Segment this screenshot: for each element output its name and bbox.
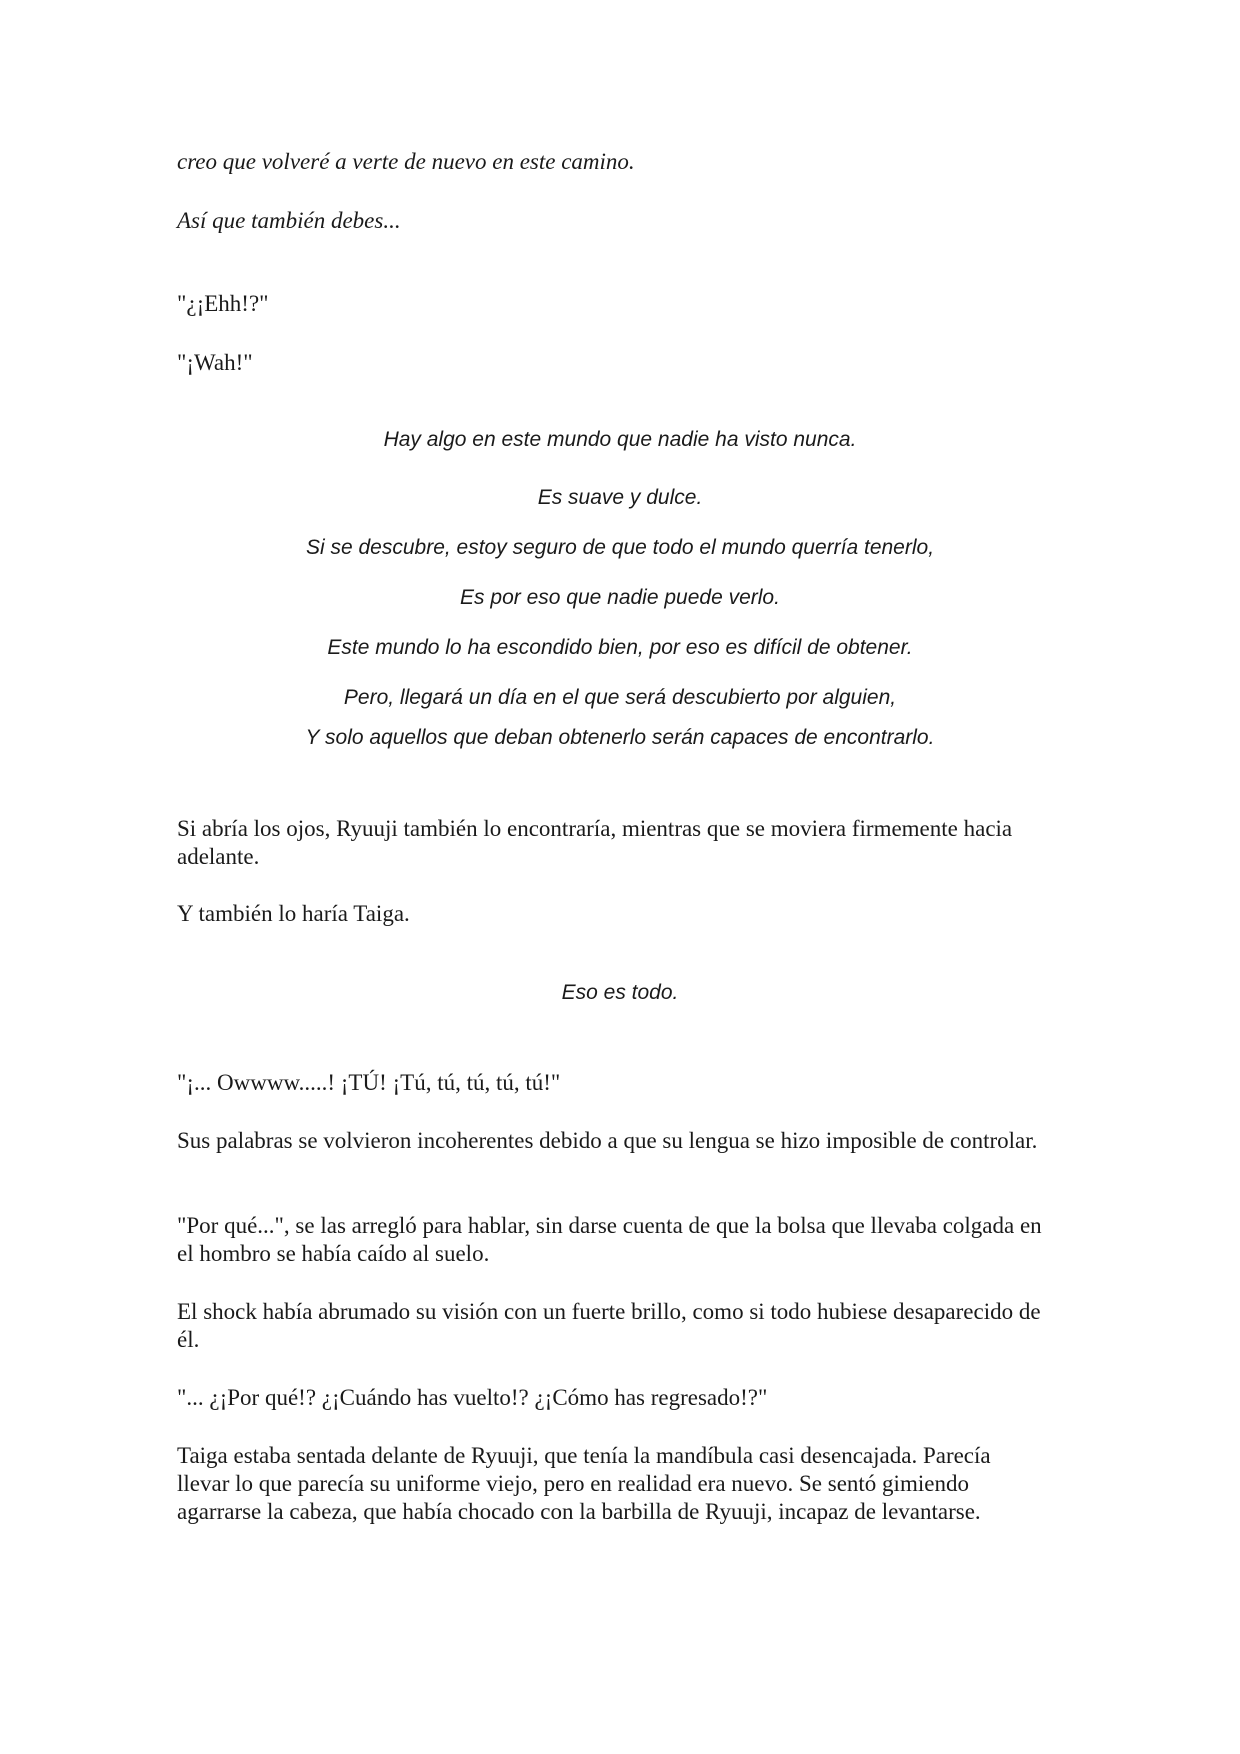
poem-line-4: Es por eso que nadie puede verlo. [460, 586, 780, 609]
narrative-paragraph-6: Taiga estaba sentada delante de Ryuuji, que tenía la mandíbula casi desencajada. Parecía llevar lo que parecía su uniforme viejo, pero en realidad era nuevo. Se sentó gimiendo agarrarse la cabeza, que había chocado con la barbilla de Ryuuji, incapaz de levantarse. [177, 1443, 991, 1524]
poem-line-2: Es suave y dulce. [537, 486, 703, 509]
dialogue-owwww: "¡... Owwww.....! ¡TÚ! ¡Tú, tú, tú, tú, tú!" [177, 1070, 561, 1095]
narrative-paragraph-2: Y también lo haría Taiga. [177, 901, 410, 926]
poem-line-5: Este mundo lo ha escondido bien, por eso es difícil de obtener. [327, 636, 913, 659]
exclamation-wah: "¡Wah!" [177, 350, 253, 375]
intro-line-1: creo que volveré a verte de nuevo en este camino. [177, 149, 635, 174]
poem-line-1: Hay algo en este mundo que nadie ha visto nunca. [383, 428, 857, 451]
poem-line-6: Pero, llegará un día en el que será descubierto por alguien, [343, 686, 897, 709]
poem-line-3: Si se descubre, estoy seguro de que todo el mundo querría tenerlo, [305, 536, 935, 559]
poem-line-7: Y solo aquellos que deban obtenerlo serán capaces de encontrarlo. [305, 726, 935, 749]
narrative-paragraph-3: Sus palabras se volvieron incoherentes debido a que su lengua se hizo imposible de controlar. [177, 1128, 1038, 1153]
narrative-paragraph-1: Si abría los ojos, Ryuuji también lo encontraría, mientras que se moviera firmemente hacia adelante. [177, 816, 1013, 869]
dialogue-por-que: "... ¿¡Por qué!? ¿¡Cuándo has vuelto!? ¿¡Cómo has regresado!?" [177, 1385, 768, 1410]
intro-line-2: Así que también debes... [177, 208, 401, 233]
narrative-paragraph-4: "Por qué...", se las arregló para hablar, sin darse cuenta de que la bolsa que llevaba colgada en el hombro se había caído al suelo. [177, 1213, 1042, 1266]
poem-closing-line: Eso es todo. [561, 981, 679, 1004]
exclamation-ehh: "¿¡Ehh!?" [177, 291, 269, 316]
narrative-paragraph-5: El shock había abrumado su visión con un fuerte brillo, como si todo hubiese desaparecido de él. [177, 1299, 1041, 1352]
